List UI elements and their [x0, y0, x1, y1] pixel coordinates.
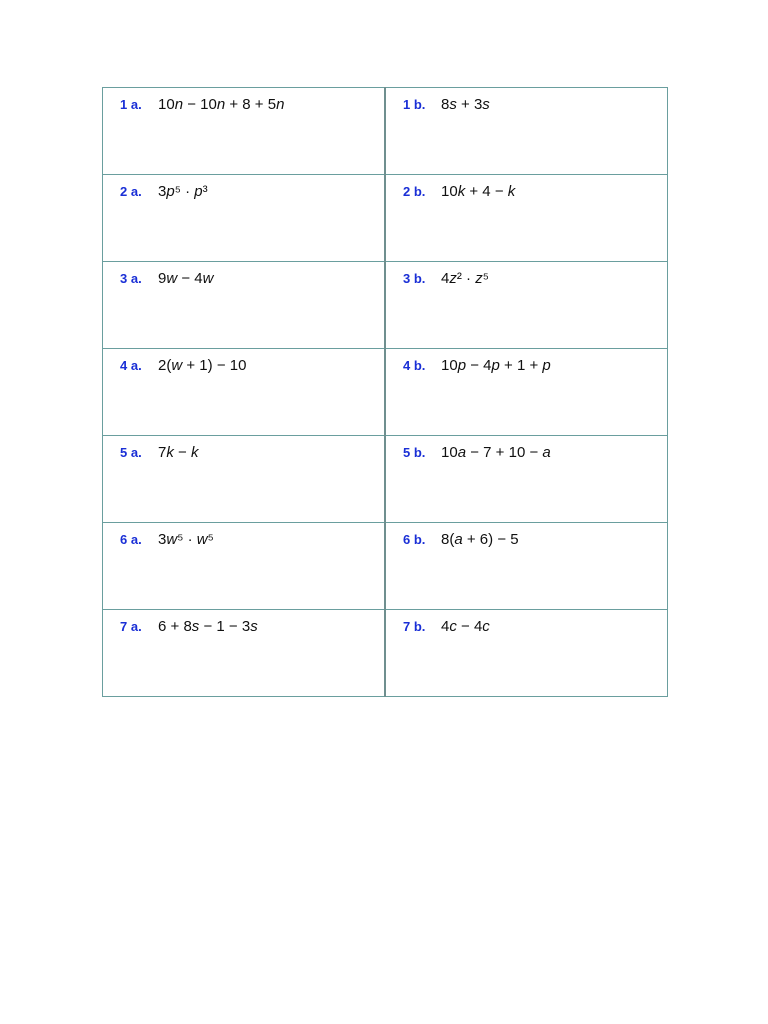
problem-cell	[103, 175, 386, 262]
problem-label: 4 a.	[120, 358, 142, 373]
problem-cell	[103, 349, 386, 436]
problem-label: 5 a.	[120, 445, 142, 460]
problem-expression: 10k + 4 − k	[441, 183, 516, 200]
problem-cell	[385, 175, 668, 262]
problem-row	[103, 610, 668, 697]
problem-cell	[103, 610, 386, 697]
problem-expression: 3w⁵ · w⁵	[158, 531, 214, 548]
problem-label: 6 b.	[403, 532, 426, 547]
problem-cell	[385, 436, 668, 523]
problem-expression: 7k − k	[158, 444, 199, 461]
problem-cell	[103, 436, 386, 523]
problem-expression: 4z² · z⁵	[441, 270, 489, 287]
problem-label: 7 b.	[403, 619, 426, 634]
problem-expression: 10n − 10n + 8 + 5n	[158, 96, 285, 113]
problem-expression: 3p⁵ · p³	[158, 183, 208, 200]
problem-label: 1 a.	[120, 97, 142, 112]
problem-label: 2 a.	[120, 184, 142, 199]
problem-cell	[103, 523, 386, 610]
problem-cell	[103, 262, 386, 349]
problem-cell	[385, 349, 668, 436]
problem-expression: 8s + 3s	[441, 96, 490, 113]
problem-cell	[385, 88, 668, 175]
problem-expression: 10a − 7 + 10 − a	[441, 444, 551, 461]
problem-row	[103, 436, 668, 523]
problem-label: 3 b.	[403, 271, 426, 286]
problem-grid	[102, 87, 668, 697]
problem-row	[103, 88, 668, 175]
problem-cell	[103, 88, 386, 175]
problem-label: 1 b.	[403, 97, 426, 112]
problem-label: 3 a.	[120, 271, 142, 286]
problem-label: 7 a.	[120, 619, 142, 634]
problem-label: 4 b.	[403, 358, 426, 373]
problem-expression: 6 + 8s − 1 − 3s	[158, 618, 258, 635]
problem-expression: 9w − 4w	[158, 270, 214, 287]
problem-cell	[385, 262, 668, 349]
problem-row	[103, 523, 668, 610]
problem-label: 5 b.	[403, 445, 426, 460]
problem-expression: 8(a + 6) − 5	[441, 531, 519, 548]
problem-expression: 10p − 4p + 1 + p	[441, 357, 551, 374]
problem-label: 6 a.	[120, 532, 142, 547]
problem-cell	[385, 523, 668, 610]
problem-expression: 2(w + 1) − 10	[158, 357, 247, 374]
problem-label: 2 b.	[403, 184, 426, 199]
problem-expression: 4c − 4c	[441, 618, 490, 635]
problem-row	[103, 349, 668, 436]
problem-row	[103, 175, 668, 262]
problem-cell	[385, 610, 668, 697]
problem-row	[103, 262, 668, 349]
